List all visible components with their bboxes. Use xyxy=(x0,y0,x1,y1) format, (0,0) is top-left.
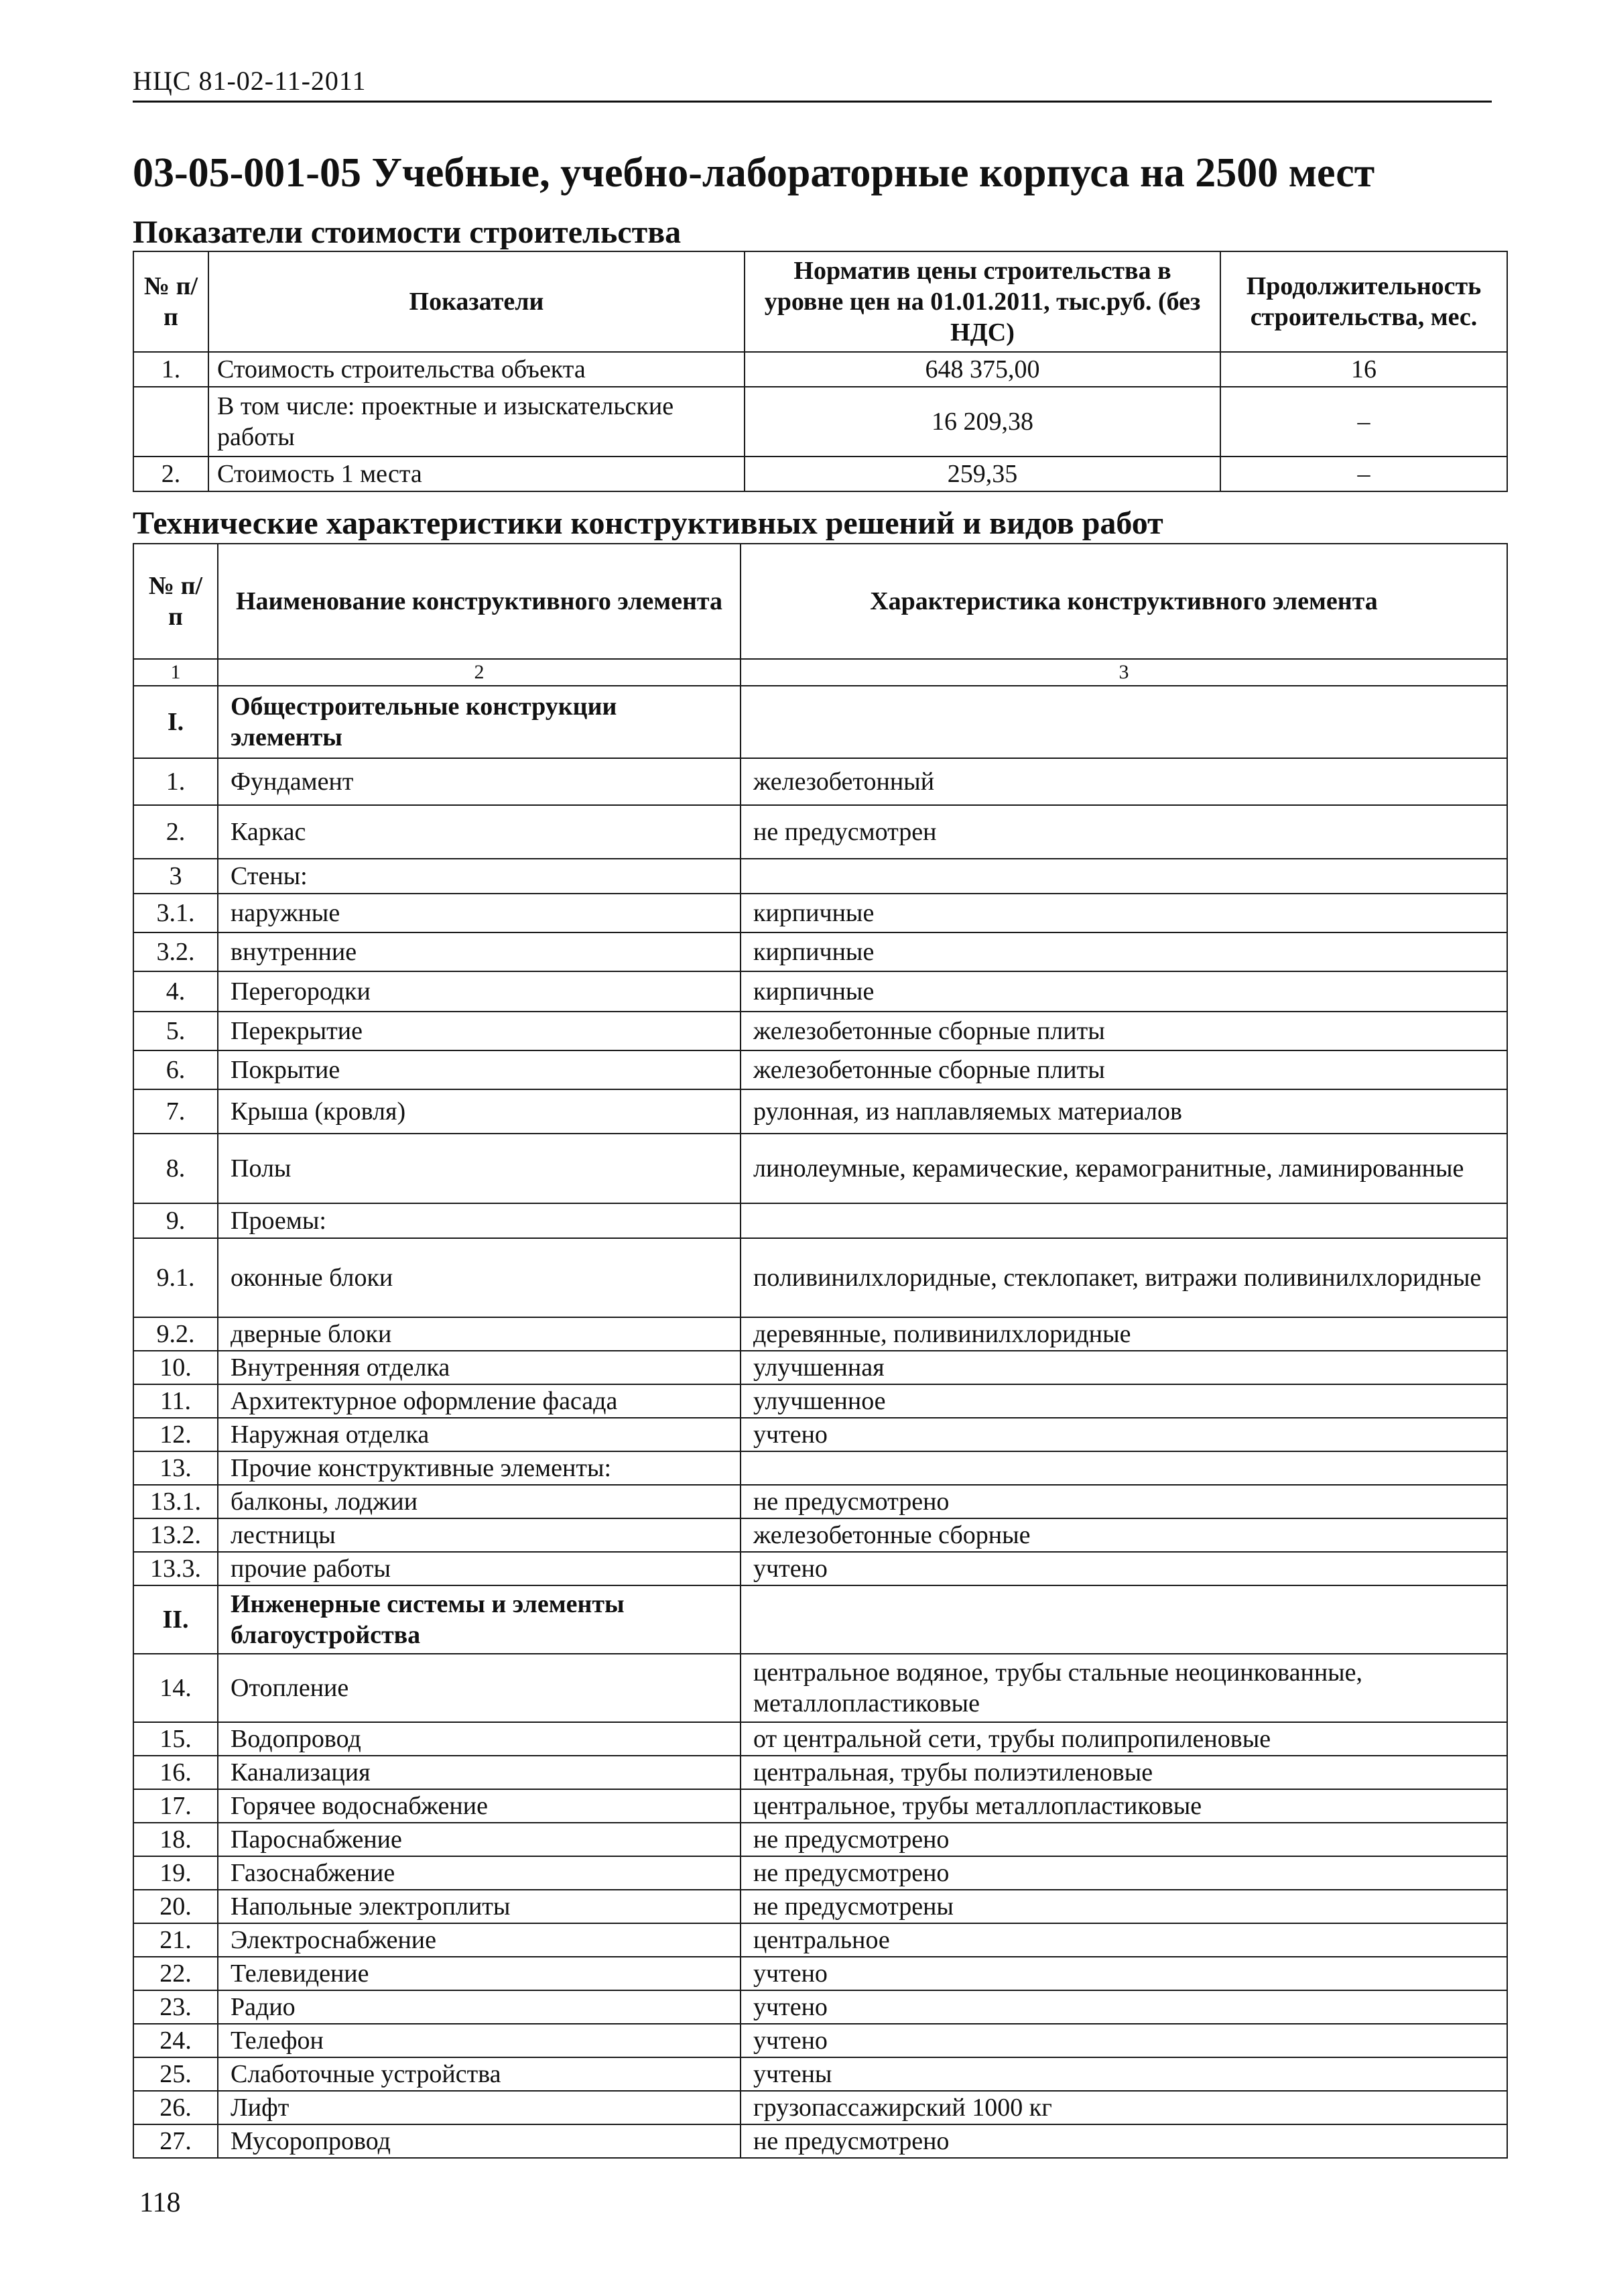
element-characteristic xyxy=(741,1585,1507,1654)
row-number: 2. xyxy=(133,457,208,491)
row-number: 7. xyxy=(133,1089,218,1134)
row-number: 9. xyxy=(133,1203,218,1238)
element-characteristic: линолеумные, керамические, керамогранитные, ламинированные xyxy=(741,1134,1507,1203)
price-value: 259,35 xyxy=(745,457,1220,491)
element-row xyxy=(133,1203,1507,1238)
element-name: Канализация xyxy=(218,1756,741,1789)
element-row xyxy=(133,1050,1507,1089)
column-number: 3 xyxy=(741,659,1507,686)
element-name: Пароснабжение xyxy=(218,1823,741,1856)
element-characteristic: железобетонный xyxy=(741,758,1507,805)
indicator-name: В том числе: проектные и изыскательские работы xyxy=(208,387,745,457)
price-value: 16 209,38 xyxy=(745,387,1220,457)
row-number: 23. xyxy=(133,1990,218,2024)
element-row xyxy=(133,1134,1507,1203)
element-name: Стены: xyxy=(218,859,741,894)
row-number: 2. xyxy=(133,805,218,859)
element-row xyxy=(133,1238,1507,1317)
element-row xyxy=(133,859,1507,894)
element-name: Архитектурное оформление фасада xyxy=(218,1384,741,1418)
indicator-name: Стоимость строительства объекта xyxy=(208,352,745,387)
price-value: 648 375,00 xyxy=(745,352,1220,387)
element-characteristic: кирпичные xyxy=(741,971,1507,1012)
element-name: Отопление xyxy=(218,1654,741,1722)
row-number: 1. xyxy=(133,352,208,387)
row-number: II. xyxy=(133,1585,218,1654)
element-name: Внутренняя отделка xyxy=(218,1351,741,1384)
element-name: Прочие конструктивные элементы: xyxy=(218,1451,741,1485)
element-name: Напольные электроплиты xyxy=(218,1890,741,1923)
element-row xyxy=(133,932,1507,971)
row-number: 9.1. xyxy=(133,1238,218,1317)
element-characteristic: учтено xyxy=(741,1418,1507,1451)
element-row xyxy=(133,1384,1507,1418)
section-row xyxy=(133,1585,1507,1654)
section-row xyxy=(133,686,1507,758)
element-name: Наружная отделка xyxy=(218,1418,741,1451)
row-number: 13.2. xyxy=(133,1518,218,1552)
element-row xyxy=(133,1856,1507,1890)
element-row xyxy=(133,1990,1507,2024)
duration-value: – xyxy=(1220,387,1507,457)
column-header-price-norm: Норматив цены строительства в уровне цен на 01.01.2011, тыс.руб. (без НДС) xyxy=(745,251,1220,352)
indicator-name: Стоимость 1 места xyxy=(208,457,745,491)
element-characteristic: не предусмотрен xyxy=(741,805,1507,859)
row-number: 17. xyxy=(133,1789,218,1823)
element-characteristic: железобетонные сборные xyxy=(741,1518,1507,1552)
element-row xyxy=(133,1756,1507,1789)
element-row xyxy=(133,1485,1507,1518)
element-name: Перегородки xyxy=(218,971,741,1012)
tech-section-heading: Технические характеристики конструктивных решений и видов работ xyxy=(133,505,1163,541)
row-number: 15. xyxy=(133,1722,218,1756)
element-characteristic: от центральной сети, трубы полипропиленовые xyxy=(741,1722,1507,1756)
row-number: 5. xyxy=(133,1012,218,1050)
element-row xyxy=(133,1923,1507,1957)
row-number: 20. xyxy=(133,1890,218,1923)
column-header-duration: Продолжительность строительства, мес. xyxy=(1220,251,1507,352)
element-characteristic: не предусмотрено xyxy=(741,1485,1507,1518)
column-header-characteristic: Характеристика конструктивного элемента xyxy=(741,544,1507,659)
row-number: 27. xyxy=(133,2124,218,2158)
element-name: Телефон xyxy=(218,2024,741,2057)
row-number: 19. xyxy=(133,1856,218,1890)
technical-characteristics-table xyxy=(133,543,1508,2159)
row-number: 4. xyxy=(133,971,218,1012)
row-number: 6. xyxy=(133,1050,218,1089)
element-row xyxy=(133,2024,1507,2057)
element-row xyxy=(133,2057,1507,2091)
row-number: 16. xyxy=(133,1756,218,1789)
row-number: 12. xyxy=(133,1418,218,1451)
element-row xyxy=(133,1351,1507,1384)
element-row xyxy=(133,1451,1507,1485)
row-number: 10. xyxy=(133,1351,218,1384)
row-number: 1. xyxy=(133,758,218,805)
element-name: Горячее водоснабжение xyxy=(218,1789,741,1823)
element-characteristic: не предусмотрены xyxy=(741,1890,1507,1923)
column-number: 2 xyxy=(218,659,741,686)
element-characteristic: учтено xyxy=(741,2024,1507,2057)
element-name: Газоснабжение xyxy=(218,1856,741,1890)
element-row xyxy=(133,971,1507,1012)
element-name: Проемы: xyxy=(218,1203,741,1238)
row-number: I. xyxy=(133,686,218,758)
cost-row xyxy=(133,457,1507,491)
element-name: лестницы xyxy=(218,1518,741,1552)
element-row xyxy=(133,894,1507,932)
element-name: оконные блоки xyxy=(218,1238,741,1317)
row-number: 13.1. xyxy=(133,1485,218,1518)
element-characteristic: деревянные, поливинилхлоридные xyxy=(741,1317,1507,1351)
row-number: 13. xyxy=(133,1451,218,1485)
duration-value: 16 xyxy=(1220,352,1507,387)
element-name: Перекрытие xyxy=(218,1012,741,1050)
element-row xyxy=(133,758,1507,805)
row-number: 9.2. xyxy=(133,1317,218,1351)
element-name: Инженерные системы и элементы благоустройства xyxy=(218,1585,741,1654)
element-name: Электроснабжение xyxy=(218,1923,741,1957)
document-code-header: НЦС 81-02-11-2011 xyxy=(133,66,1492,103)
element-characteristic: учтены xyxy=(741,2057,1507,2091)
element-characteristic xyxy=(741,1203,1507,1238)
element-row xyxy=(133,2091,1507,2124)
element-characteristic: поливинилхлоридные, стеклопакет, витражи поливинилхлоридные xyxy=(741,1238,1507,1317)
column-header-element: Наименование конструктивного элемента xyxy=(218,544,741,659)
element-name: прочие работы xyxy=(218,1552,741,1585)
element-name: Водопровод xyxy=(218,1722,741,1756)
element-row xyxy=(133,1957,1507,1990)
element-row xyxy=(133,1823,1507,1856)
element-row xyxy=(133,1012,1507,1050)
cost-indicators-table xyxy=(133,251,1508,492)
element-name: наружные xyxy=(218,894,741,932)
element-row xyxy=(133,1722,1507,1756)
element-row xyxy=(133,1890,1507,1923)
element-characteristic: учтено xyxy=(741,1552,1507,1585)
row-number: 21. xyxy=(133,1923,218,1957)
row-number: 22. xyxy=(133,1957,218,1990)
element-characteristic: рулонная, из наплавляемых материалов xyxy=(741,1089,1507,1134)
element-characteristic: не предусмотрено xyxy=(741,2124,1507,2158)
element-name: Фундамент xyxy=(218,758,741,805)
page-title: 03-05-001-05 Учебные, учебно-лабораторные корпуса на 2500 мест xyxy=(133,150,1375,196)
element-characteristic: центральное, трубы металлопластиковые xyxy=(741,1789,1507,1823)
element-name: Крыша (кровля) xyxy=(218,1089,741,1134)
row-number: 14. xyxy=(133,1654,218,1722)
row-number xyxy=(133,387,208,457)
row-number: 3.2. xyxy=(133,932,218,971)
row-number: 24. xyxy=(133,2024,218,2057)
element-row xyxy=(133,1654,1507,1722)
row-number: 3 xyxy=(133,859,218,894)
row-number: 25. xyxy=(133,2057,218,2091)
row-number: 13.3. xyxy=(133,1552,218,1585)
element-characteristic: кирпичные xyxy=(741,932,1507,971)
row-number: 3.1. xyxy=(133,894,218,932)
row-number: 18. xyxy=(133,1823,218,1856)
element-name: Общестроительные конструкции элементы xyxy=(218,686,741,758)
cost-section-heading: Показатели стоимости строительства xyxy=(133,215,682,250)
element-characteristic: центральная, трубы полиэтиленовые xyxy=(741,1756,1507,1789)
element-row xyxy=(133,1552,1507,1585)
column-header-indicators: Показатели xyxy=(208,251,745,352)
tech-table-header-row xyxy=(133,544,1507,659)
element-row xyxy=(133,1518,1507,1552)
element-characteristic: улучшенное xyxy=(741,1384,1507,1418)
cost-row xyxy=(133,387,1507,457)
element-characteristic: центральное водяное, трубы стальные неоцинкованные, металлопластиковые xyxy=(741,1654,1507,1722)
element-characteristic: железобетонные сборные плиты xyxy=(741,1050,1507,1089)
cost-row xyxy=(133,352,1507,387)
row-number: 26. xyxy=(133,2091,218,2124)
cost-table-header-row xyxy=(133,251,1507,352)
row-number: 8. xyxy=(133,1134,218,1203)
element-characteristic: железобетонные сборные плиты xyxy=(741,1012,1507,1050)
duration-value: – xyxy=(1220,457,1507,491)
element-characteristic: учтено xyxy=(741,1990,1507,2024)
page-number: 118 xyxy=(139,2187,181,2218)
element-name: дверные блоки xyxy=(218,1317,741,1351)
element-row xyxy=(133,1789,1507,1823)
element-name: Полы xyxy=(218,1134,741,1203)
element-characteristic xyxy=(741,1451,1507,1485)
element-characteristic: не предусмотрено xyxy=(741,1856,1507,1890)
element-row xyxy=(133,1317,1507,1351)
element-name: Покрытие xyxy=(218,1050,741,1089)
element-row xyxy=(133,805,1507,859)
element-characteristic: учтено xyxy=(741,1957,1507,1990)
element-name: Лифт xyxy=(218,2091,741,2124)
element-row xyxy=(133,1089,1507,1134)
element-name: Мусоропровод xyxy=(218,2124,741,2158)
element-name: Радио xyxy=(218,1990,741,2024)
element-characteristic: грузопассажирский 1000 кг xyxy=(741,2091,1507,2124)
element-characteristic: улучшенная xyxy=(741,1351,1507,1384)
element-row xyxy=(133,2124,1507,2158)
element-name: балконы, лоджии xyxy=(218,1485,741,1518)
element-characteristic: центральное xyxy=(741,1923,1507,1957)
element-name: Телевидение xyxy=(218,1957,741,1990)
element-row xyxy=(133,1418,1507,1451)
row-number: 11. xyxy=(133,1384,218,1418)
element-characteristic xyxy=(741,686,1507,758)
element-characteristic: не предусмотрено xyxy=(741,1823,1507,1856)
element-characteristic: кирпичные xyxy=(741,894,1507,932)
column-header-num: № п/п xyxy=(133,544,218,659)
element-name: Каркас xyxy=(218,805,741,859)
element-name: внутренние xyxy=(218,932,741,971)
element-name: Слаботочные устройства xyxy=(218,2057,741,2091)
element-characteristic xyxy=(741,859,1507,894)
column-header-num: № п/п xyxy=(133,251,208,352)
column-number-row xyxy=(133,659,1507,686)
column-number: 1 xyxy=(133,659,218,686)
